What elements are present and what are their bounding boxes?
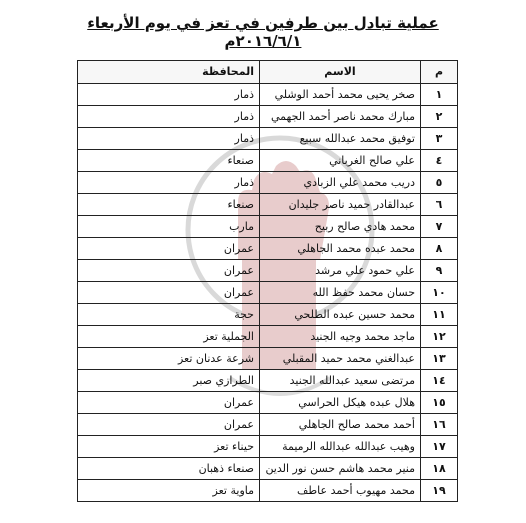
- row-governorate: ذمار: [78, 172, 260, 194]
- row-name: وهيب عبدالله عبدالله الرميمة: [260, 436, 421, 458]
- row-name: مبارك محمد ناصر أحمد الجهمي: [260, 106, 421, 128]
- row-number: ٥: [421, 172, 458, 194]
- row-governorate: ذمار: [78, 106, 260, 128]
- row-governorate: صنعاء: [78, 194, 260, 216]
- column-header-governorate: المحافظة: [78, 61, 260, 84]
- row-name: مرتضى سعيد عبدالله الجنيد: [260, 370, 421, 392]
- row-governorate: حيناء تعز: [78, 436, 260, 458]
- row-governorate: ذمار: [78, 128, 260, 150]
- table-row: [78, 480, 458, 502]
- row-number: ١٧: [421, 436, 458, 458]
- row-name: توفيق محمد عبدالله سبيع: [260, 128, 421, 150]
- row-number: ١٩: [421, 480, 458, 502]
- row-name: حسان محمد حفظ الله: [260, 282, 421, 304]
- row-name: ماجد محمد وجيه الجنيد: [260, 326, 421, 348]
- table-row: [78, 304, 458, 326]
- table-row: [78, 150, 458, 172]
- row-governorate: ماوية تعز: [78, 480, 260, 502]
- row-name: محمد مهيوب أحمد عاطف: [260, 480, 421, 502]
- row-governorate: صنعاء ذهبان: [78, 458, 260, 480]
- row-governorate: شرعة عدنان تعز: [78, 348, 260, 370]
- row-name: علي حمود علي مرشد: [260, 260, 421, 282]
- row-name: هلال عبده هيكل الحراسي: [260, 392, 421, 414]
- row-governorate: الطرازي صبر: [78, 370, 260, 392]
- row-number: ١١: [421, 304, 458, 326]
- table-row: [78, 128, 458, 150]
- row-name: محمد هادي صالح ربيح: [260, 216, 421, 238]
- table-row: [78, 106, 458, 128]
- row-governorate: مارب: [78, 216, 260, 238]
- row-name: عبدالقادر حميد ناصر جليدان: [260, 194, 421, 216]
- table-row: [78, 348, 458, 370]
- row-number: ١٨: [421, 458, 458, 480]
- table-row: [78, 326, 458, 348]
- table-row: [78, 282, 458, 304]
- prisoner-table: [77, 60, 458, 502]
- row-number: ٦: [421, 194, 458, 216]
- row-governorate: عمران: [78, 282, 260, 304]
- row-number: ١٤: [421, 370, 458, 392]
- row-governorate: حجة: [78, 304, 260, 326]
- row-number: ٢: [421, 106, 458, 128]
- row-governorate: عمران: [78, 238, 260, 260]
- row-number: ٩: [421, 260, 458, 282]
- row-governorate: عمران: [78, 392, 260, 414]
- row-governorate: الجملية تعز: [78, 326, 260, 348]
- row-number: ١٢: [421, 326, 458, 348]
- row-governorate: عمران: [78, 260, 260, 282]
- table-row: [78, 238, 458, 260]
- table-row: [78, 414, 458, 436]
- row-number: ٨: [421, 238, 458, 260]
- row-number: ١٥: [421, 392, 458, 414]
- row-number: ١٦: [421, 414, 458, 436]
- row-name: محمد عبده محمد الجاهلي: [260, 238, 421, 260]
- document-title: عملية تبادل بين طرفين في تعز في يوم الأربعاء ٢٠١٦/٦/١م: [87, 14, 439, 50]
- table-row: [78, 216, 458, 238]
- row-name: أحمد محمد صالح الجاهلي: [260, 414, 421, 436]
- row-number: ١: [421, 84, 458, 106]
- row-name: منير محمد هاشم حسن نور الدين: [260, 458, 421, 480]
- column-header-number: م: [421, 61, 458, 84]
- table-row: [78, 194, 458, 216]
- row-number: ٧: [421, 216, 458, 238]
- row-name: علي صالح الغرباني: [260, 150, 421, 172]
- row-number: ٣: [421, 128, 458, 150]
- row-number: ١٣: [421, 348, 458, 370]
- table-row: [78, 392, 458, 414]
- table-row: [78, 84, 458, 106]
- table-row: [78, 172, 458, 194]
- table-row: [78, 260, 458, 282]
- table-row: [78, 436, 458, 458]
- row-number: ٤: [421, 150, 458, 172]
- table-row: [78, 458, 458, 480]
- row-name: دريب محمد علي الزبادي: [260, 172, 421, 194]
- row-governorate: عمران: [78, 414, 260, 436]
- row-name: صخر يحيى محمد أحمد الوشلي: [260, 84, 421, 106]
- row-number: ١٠: [421, 282, 458, 304]
- row-name: عبدالغني محمد حميد المقبلي: [260, 348, 421, 370]
- row-governorate: ذمار: [78, 84, 260, 106]
- table-row: [78, 370, 458, 392]
- table-header-row: [78, 61, 458, 84]
- row-governorate: صنعاء: [78, 150, 260, 172]
- row-name: محمد حسين عبده الطلحي: [260, 304, 421, 326]
- column-header-name: الاسم: [260, 61, 421, 84]
